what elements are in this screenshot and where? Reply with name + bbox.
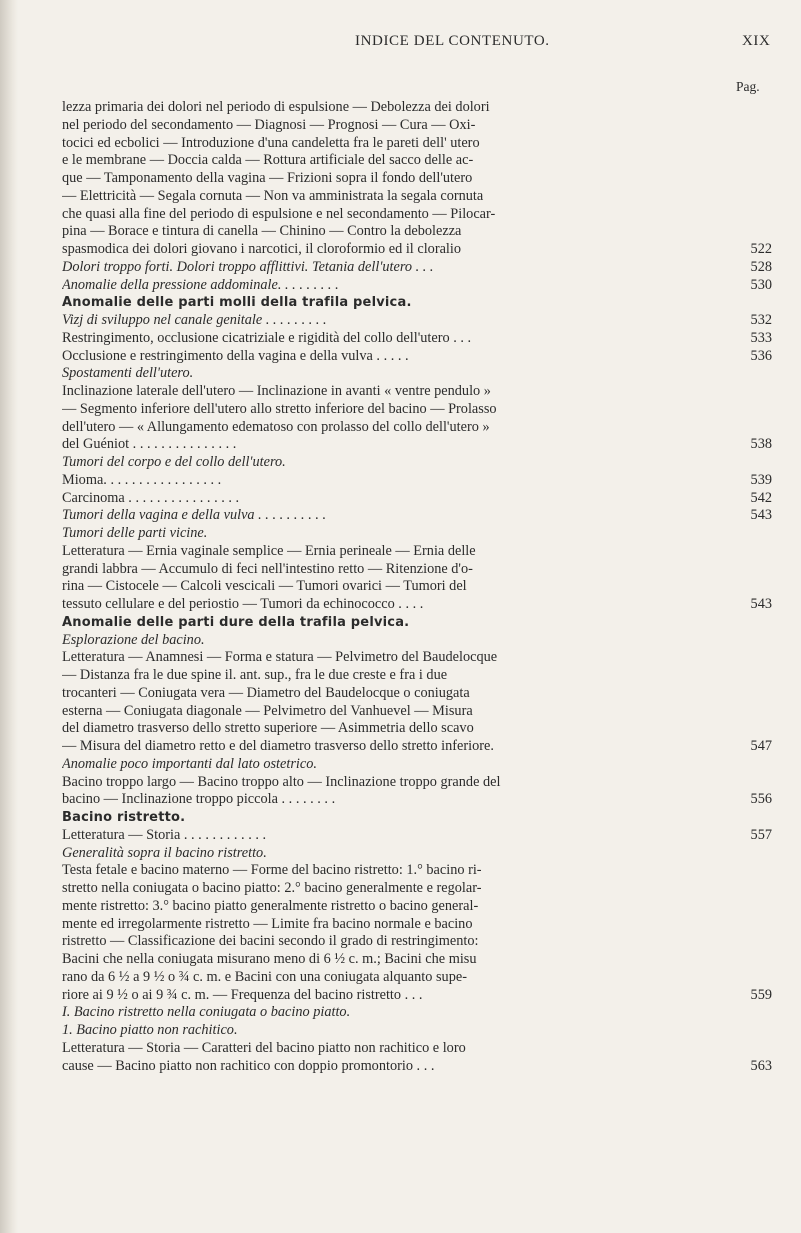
toc-entry: Dolori troppo forti. Dolori troppo afflittivi. Tetania dell'utero . . . 528 bbox=[62, 258, 772, 275]
subsection-heading: Tumori del corpo e del collo dell'utero. bbox=[62, 454, 286, 470]
header-title: INDICE DEL CONTENUTO. bbox=[355, 33, 550, 49]
page-edge-shadow bbox=[0, 0, 18, 1233]
toc-line: tessuto cellulare e del periostio — Tumori da echinococco . . . . 543 bbox=[62, 596, 772, 612]
toc-line: e le membrane — Doccia calda — Rottura artificiale del sacco delle ac- bbox=[62, 152, 474, 169]
section-heading: Bacino ristretto. bbox=[62, 810, 186, 825]
toc-line: stretto nella coniugata o bacino piatto: 2.° bacino generalmente e regolar- bbox=[62, 880, 482, 896]
toc-line: mente ristretto: 3.° bacino piatto generalmente ristretto o bacino general- bbox=[62, 897, 479, 914]
toc-line: Bacini che nella coniugata misurano meno di 6 ½ c. m.; Bacini che misu bbox=[62, 951, 477, 967]
subsection-heading: I. Bacino ristretto nella coniugata o bacino piatto. bbox=[62, 1004, 351, 1021]
subsection-heading: 1. Bacino piatto non rachitico. bbox=[62, 1022, 238, 1038]
toc-line: riore ai 9 ½ o ai 9 ¾ c. m. — Frequenza del bacino ristretto . . . 559 bbox=[62, 986, 772, 1003]
toc-line: rina — Cistocele — Calcoli vescicali — Tumori ovarici — Tumori del bbox=[62, 578, 467, 595]
toc-line: Letteratura — Storia — Caratteri del bacino piatto non rachitico e loro bbox=[62, 1039, 466, 1056]
toc-line: Occlusione e restringimento della vagina e della vulva . . . . . 536 bbox=[62, 347, 772, 364]
toc-line: Letteratura — Storia . . . . . . . . . . . . 557 bbox=[62, 826, 772, 843]
toc-line: che quasi alla fine del periodo di espulsione e nel secondamento — Pilocar- bbox=[62, 205, 496, 222]
subsection-heading: Spostamenti dell'utero. bbox=[62, 365, 194, 382]
toc-line: esterna — Coniugata diagonale — Pelvimetro del Vanhuevel — Misura bbox=[62, 702, 473, 719]
toc-line: rano da 6 ½ a 9 ½ o ¾ c. m. e Bacini con una coniugata alquanto supe- bbox=[62, 968, 467, 985]
subsection-heading: Generalità sopra il bacino ristretto. bbox=[62, 844, 267, 861]
toc-entry: Tumori della vagina e della vulva . . . . . . . . . . 543 bbox=[62, 507, 772, 524]
subsection-heading: Anomalie poco importanti dal lato ostetrico. bbox=[62, 755, 317, 772]
toc-line: cause — Bacino piatto non rachitico con doppio promontorio . . . 563 bbox=[62, 1057, 772, 1074]
toc-line: — Misura del diametro retto e del diametro trasverso dello stretto inferiore. 547 bbox=[62, 738, 772, 754]
toc-entry: Anomalie della pressione addominale. . . . . . . . . 530 bbox=[62, 276, 772, 293]
toc-line: bacino — Inclinazione troppo piccola . . . . . . . . 556 bbox=[62, 791, 772, 808]
toc-line: que — Tamponamento della vagina — Frizioni sopra il fondo dell'utero bbox=[62, 170, 473, 186]
toc-line: Letteratura — Anamnesi — Forma e statura — Pelvimetro del Baudelocque bbox=[62, 649, 498, 666]
toc-line: Inclinazione laterale dell'utero — Inclinazione in avanti « ventre pendulo » bbox=[62, 383, 491, 399]
subsection-heading: Tumori delle parti vicine. bbox=[62, 525, 208, 541]
toc-line: Mioma. . . . . . . . . . . . . . . . . 539 bbox=[62, 471, 772, 488]
toc-line: Restringimento, occlusione cicatriziale e rigidità del collo dell'utero . . . 533 bbox=[62, 329, 772, 346]
toc-line: Letteratura — Ernia vaginale semplice — Ernia perineale — Ernia delle bbox=[62, 542, 476, 559]
section-heading: Anomalie delle parti dure della trafila pelvica. bbox=[62, 614, 410, 630]
toc-line: — Segmento inferiore dell'utero allo stretto inferiore del bacino — Prolasso bbox=[62, 400, 497, 417]
toc-line: Bacino troppo largo — Bacino troppo alto — Inclinazione troppo grande del bbox=[62, 773, 501, 790]
toc-line: mente ed irregolarmente ristretto — Limite fra bacino normale e bacino bbox=[62, 915, 473, 932]
toc-line: del diametro trasverso dello stretto superiore — Asimmetria dello scavo bbox=[62, 720, 474, 737]
section-heading: Anomalie delle parti molli della trafila pelvica. bbox=[62, 295, 412, 311]
toc-line: lezza primaria dei dolori nel periodo di espulsione — Debolezza dei dolori bbox=[62, 99, 490, 115]
toc-entry: Vizj di sviluppo nel canale genitale . . . . . . . . . 532 bbox=[62, 312, 772, 328]
toc-line: grandi labbra — Accumulo di feci nell'intestino retto — Ritenzione d'o- bbox=[62, 560, 473, 577]
toc-line: pina — Borace e tintura di canella — Chinino — Contro la debolezza bbox=[62, 223, 462, 240]
toc-line: Carcinoma . . . . . . . . . . . . . . . . 542 bbox=[62, 489, 772, 506]
toc-line: nel periodo del secondamento — Diagnosi — Prognosi — Cura — Oxi- bbox=[62, 116, 476, 133]
toc-line: Testa fetale e bacino materno — Forme del bacino ristretto: 1.° bacino ri- bbox=[62, 862, 482, 879]
toc-line: del Guéniot . . . . . . . . . . . . . . . 538 bbox=[62, 436, 772, 453]
header-page-number: XIX bbox=[742, 33, 771, 49]
toc-line: dell'utero — « Allungamento edematoso con prolasso del collo dell'utero » bbox=[62, 418, 490, 435]
toc-line: ristretto — Classificazione dei bacini secondo il grado di restringimento: bbox=[62, 933, 479, 950]
subsection-heading: Esplorazione del bacino. bbox=[62, 631, 205, 648]
toc-line: trocanteri — Coniugata vera — Diametro del Baudelocque o coniugata bbox=[62, 684, 470, 701]
toc-body bbox=[62, 99, 772, 1075]
page-column-label: Pag. bbox=[736, 79, 760, 94]
toc-line: — Elettricità — Segala cornuta — Non va amministrata la segala cornuta bbox=[62, 187, 484, 204]
running-header bbox=[0, 33, 801, 53]
toc-line: spasmodica dei dolori giovano i narcotici, il cloroformio ed il cloralio 522 bbox=[62, 241, 772, 257]
toc-line: tocici ed ecbolici — Introduzione d'una candeletta fra le pareti dell' utero bbox=[62, 134, 480, 151]
toc-line: — Distanza fra le due spine il. ant. sup., fra le due creste e fra i due bbox=[62, 667, 448, 683]
